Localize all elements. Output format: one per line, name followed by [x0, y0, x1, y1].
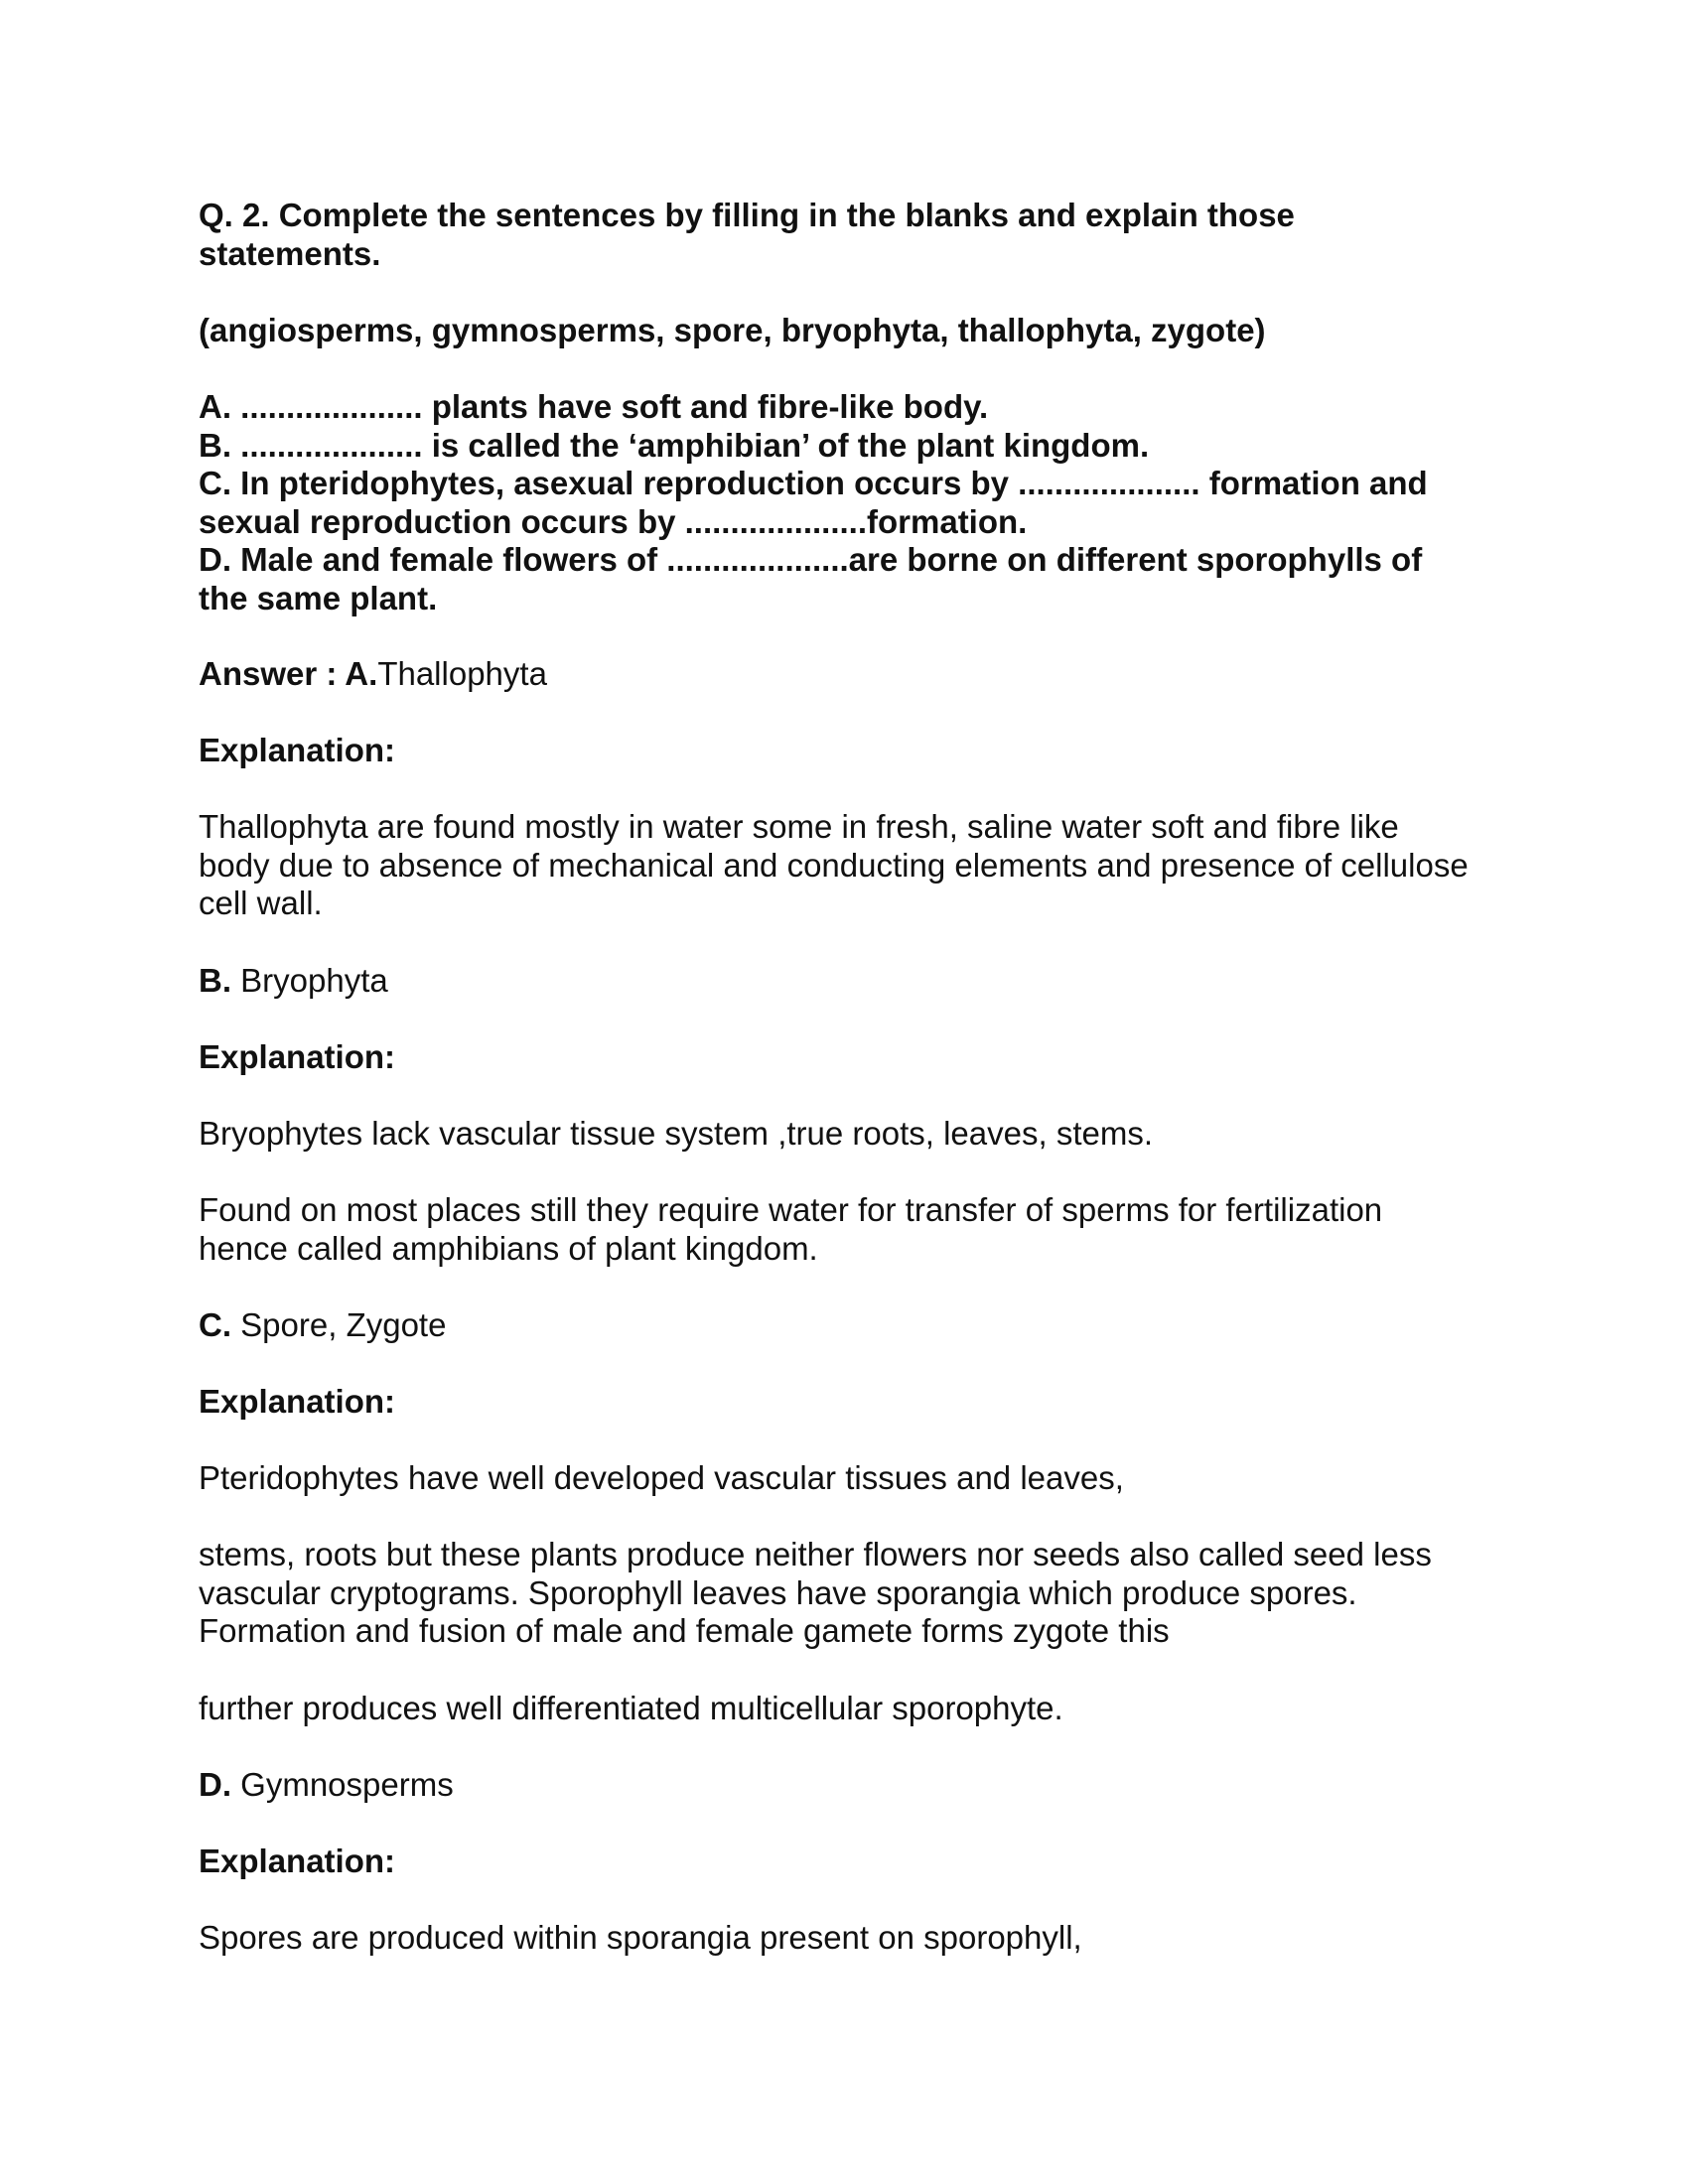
explanation-a-label-text: Explanation: — [199, 732, 396, 768]
explanation-b-label — [199, 1038, 1509, 1077]
blank-item-d-line-1: D. Male and female flowers of ....................are borne on different sporophylls of — [199, 541, 1423, 578]
explanation-b-label-text: Explanation: — [199, 1038, 396, 1075]
explanation-a-text — [199, 808, 1509, 923]
explanation-c-paragraph-3 — [199, 1690, 1509, 1728]
explanation-c-paragraph-2 — [199, 1536, 1509, 1651]
explanation-a-line-2: body due to absence of mechanical and conducting elements and presence of cellulose — [199, 846, 1469, 884]
explanation-b-paragraph-1 — [199, 1115, 1509, 1154]
answer-a-prefix: Answer : A. — [199, 655, 378, 692]
explanation-c-paragraph-1 — [199, 1459, 1509, 1498]
answer-b-prefix: B. — [199, 962, 231, 999]
answer-d-prefix: D. — [199, 1766, 231, 1803]
answer-a — [199, 655, 1509, 694]
explanation-c-paragraph-1-text: Pteridophytes have well developed vascular tissues and leaves, — [199, 1459, 1124, 1496]
answer-b — [199, 962, 1509, 1001]
blank-item-d-line-2: the same plant. — [199, 579, 438, 616]
explanation-b-paragraph-1-text: Bryophytes lack vascular tissue system ,true roots, leaves, stems. — [199, 1115, 1154, 1152]
blank-items — [199, 388, 1509, 617]
blank-item-a: A. .................... plants have soft and fibre-like body. — [199, 388, 989, 425]
explanation-d-paragraph-1 — [199, 1919, 1509, 1958]
explanation-b-paragraph-2 — [199, 1191, 1509, 1268]
explanation-d-label — [199, 1843, 1509, 1881]
blank-item-c-line-2: sexual reproduction occurs by ....................formation. — [199, 502, 1028, 540]
blank-item-c-line-1: C. In pteridophytes, asexual reproduction occurs by .................... formation and — [199, 465, 1428, 501]
explanation-c-p2-line-1: stems, roots but these plants produce neither flowers nor seeds also called seed less — [199, 1536, 1432, 1572]
word-options-text: (angiosperms, gymnosperms, spore, bryophyta, thallophyta, zygote) — [199, 312, 1266, 348]
answer-c-prefix: C. — [199, 1306, 231, 1343]
word-options — [199, 312, 1509, 350]
answer-c — [199, 1306, 1509, 1345]
explanation-c-label-text: Explanation: — [199, 1383, 396, 1420]
explanation-b-p2-line-1: Found on most places still they require water for transfer of sperms for fertilization — [199, 1191, 1383, 1228]
answer-c-value: Spore, Zygote — [231, 1306, 447, 1343]
explanation-d-paragraph-1-text: Spores are produced within sporangia present on sporophyll, — [199, 1919, 1082, 1956]
answer-a-value: Thallophyta — [377, 655, 547, 692]
explanation-a-line-3: cell wall. — [199, 885, 323, 921]
explanation-c-p2-line-3: Formation and fusion of male and female gamete forms zygote this — [199, 1612, 1170, 1649]
explanation-c-p2-line-2: vascular cryptograms. Sporophyll leaves have sporangia which produce spores. — [199, 1573, 1357, 1611]
question-title-line-1: Q. 2. Complete the sentences by filling in the blanks and explain those — [199, 197, 1295, 233]
blank-item-b: B. .................... is called the ‘amphibian’ of the plant kingdom. — [199, 426, 1150, 464]
explanation-c-paragraph-3-text: further produces well differentiated multicellular sporophyte. — [199, 1690, 1063, 1726]
explanation-c-label — [199, 1383, 1509, 1422]
question-title-line-2: statements. — [199, 234, 381, 272]
explanation-a-line-1: Thallophyta are found mostly in water some in fresh, saline water soft and fibre like — [199, 808, 1399, 845]
explanation-a-label — [199, 732, 1509, 770]
answer-d-value: Gymnosperms — [231, 1766, 454, 1803]
question-title — [199, 197, 1509, 273]
answer-d — [199, 1766, 1509, 1805]
answer-b-value: Bryophyta — [231, 962, 388, 999]
explanation-d-label-text: Explanation: — [199, 1843, 396, 1879]
explanation-b-p2-line-2: hence called amphibians of plant kingdom. — [199, 1229, 818, 1267]
